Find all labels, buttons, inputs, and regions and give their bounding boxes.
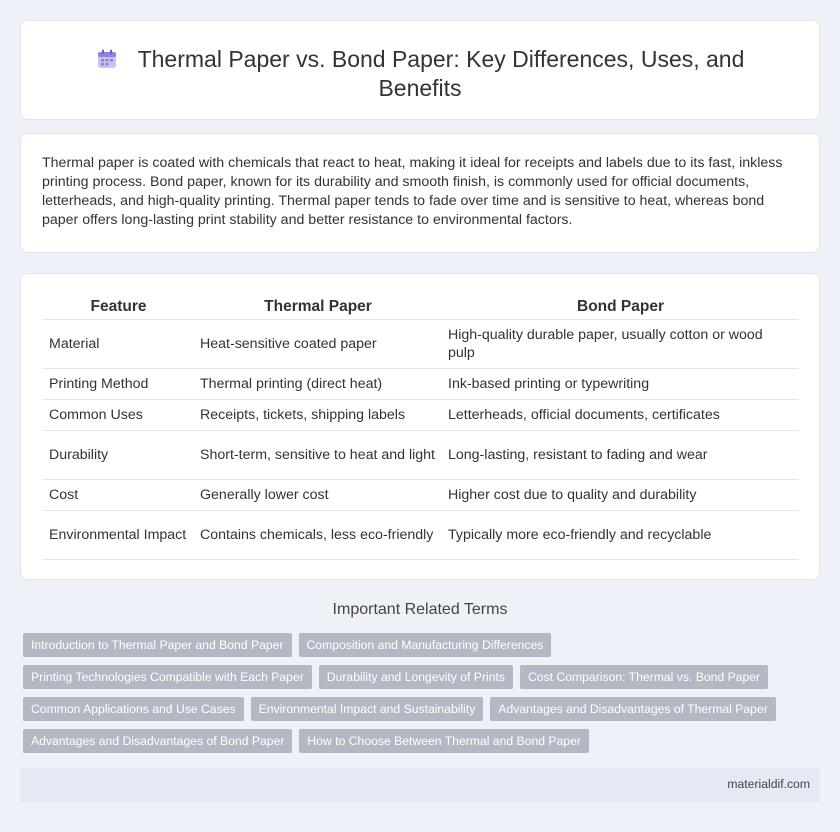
cell-bond: Long-lasting, resistant to fading and wear [442, 431, 799, 480]
related-term-tag[interactable]: Advantages and Disadvantages of Thermal Paper [490, 697, 775, 721]
related-term-tag[interactable]: Durability and Longevity of Prints [319, 665, 513, 689]
cell-feature: Material [43, 320, 194, 369]
cell-feature: Durability [43, 431, 194, 480]
cell-bond: High-quality durable paper, usually cotton or wood pulp [442, 320, 799, 369]
related-term-tag[interactable]: Common Applications and Use Cases [23, 697, 244, 721]
header-bond: Bond Paper [442, 296, 799, 320]
cell-feature: Environmental Impact [43, 511, 194, 560]
related-terms-list [23, 633, 803, 761]
cell-bond: Higher cost due to quality and durability [442, 480, 799, 511]
cell-thermal: Heat-sensitive coated paper [194, 320, 442, 369]
header-feature: Feature [43, 296, 194, 320]
related-terms-heading: Important Related Terms [332, 601, 508, 618]
related-term-tag[interactable]: Environmental Impact and Sustainability [251, 697, 484, 721]
table-row [43, 431, 799, 480]
table-row [43, 369, 799, 400]
intro-paragraph: Thermal paper is coated with chemicals that react to heat, making it ideal for receipts and labels due to its fast, inkless printing process. Bond paper, known for its durability and smooth finish, is commonly used for official documents, letterheads, and high-quality printing. Thermal paper tends to fade over time and is sensitive to heat, whereas bond paper offers long-lasting print stability and better resistance to environmental factors. [42, 155, 783, 228]
page-title: Thermal Paper vs. Bond Paper: Key Differences, Uses, and Benefits [137, 46, 745, 101]
intro-card [20, 133, 820, 253]
table-row [43, 480, 799, 511]
tag-row [23, 633, 803, 657]
footer-bar [20, 768, 820, 802]
cell-thermal: Generally lower cost [194, 480, 442, 511]
calendar-icon [96, 48, 118, 70]
related-term-tag[interactable]: Composition and Manufacturing Differences [299, 633, 552, 657]
related-term-tag[interactable]: Printing Technologies Compatible with Each Paper [23, 665, 312, 689]
tag-row [23, 697, 803, 721]
cell-thermal: Contains chemicals, less eco-friendly [194, 511, 442, 560]
header-thermal: Thermal Paper [194, 296, 442, 320]
footer-site[interactable]: materialdif.com [727, 777, 810, 791]
cell-thermal: Thermal printing (direct heat) [194, 369, 442, 400]
cell-thermal: Receipts, tickets, shipping labels [194, 400, 442, 431]
related-term-tag[interactable]: Advantages and Disadvantages of Bond Paper [23, 729, 292, 753]
cell-thermal: Short-term, sensitive to heat and light [194, 431, 442, 480]
cell-bond: Typically more eco-friendly and recyclable [442, 511, 799, 560]
table-header-row [43, 296, 799, 320]
related-term-tag[interactable]: Cost Comparison: Thermal vs. Bond Paper [520, 665, 768, 689]
comparison-table [43, 296, 799, 560]
cell-bond: Letterheads, official documents, certificates [442, 400, 799, 431]
comparison-card [20, 273, 820, 580]
tag-row [23, 729, 803, 753]
cell-bond: Ink-based printing or typewriting [442, 369, 799, 400]
cell-feature: Printing Method [43, 369, 194, 400]
page-title-wrap [81, 45, 759, 103]
cell-feature: Cost [43, 480, 194, 511]
cell-feature: Common Uses [43, 400, 194, 431]
table-row [43, 320, 799, 369]
header-card [20, 20, 820, 120]
table-row [43, 511, 799, 560]
tag-row [23, 665, 803, 689]
related-term-tag[interactable]: Introduction to Thermal Paper and Bond Paper [23, 633, 292, 657]
related-term-tag[interactable]: How to Choose Between Thermal and Bond Paper [299, 729, 588, 753]
table-row [43, 400, 799, 431]
